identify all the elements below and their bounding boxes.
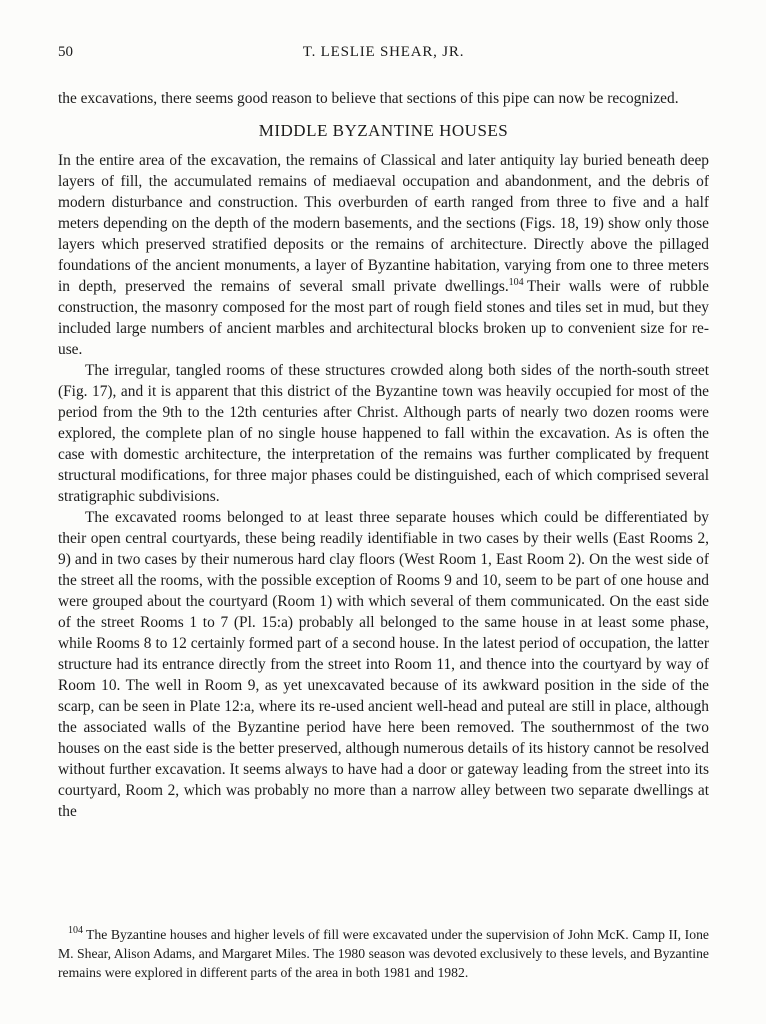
paragraph-intro-continuation: the excavations, there seems good reason to believe that sections of this pipe can now be recognized. bbox=[58, 90, 679, 107]
paragraph-3: The excavated rooms belonged to at least three separate houses which could be differentiated by their open central courtyards, these being readily identifiable in two cases by their wells (East Rooms 2, 9) and in two cases by their numerous hard clay floors (West Room 1, East Room 2). On the west side of the street all the rooms, with the possible exception of Rooms 9 and 10, seem to be part of one house and were grouped about the courtyard (Room 1) with which several of them communicated. On the east side of the street Rooms 1 to 7 (Pl. 15:a) probably all belonged to the same house in at least some phase, while Rooms 8 to 12 certainly formed part of a second house. In the latest period of occupation, the latter structure had its entrance directly from the street into Room 11, and thence into the courtyard by way of Room 10. The well in Room 9, as yet unexcavated because of its awkward position in the side of the scarp, can be seen in Plate 12:a, where its re-used ancient well-head and puteal are still in place, although the associated walls of the Byzantine period have here been removed. The southernmost of the two houses on the east side is the better preserved, although numerous details of its history cannot be resolved without further excavation. It seems always to have had a door or gateway leading from the street into its courtyard, Room 2, which was probably no more than a narrow alley between two separate dwellings at the bbox=[58, 509, 709, 820]
footnote-text: The Byzantine houses and higher levels of fill were excavated under the supervision of John McK. Camp II, Ione M. Shear, Alison Adams, and Margaret Miles. The 1980 season was devoted exclusively to these levels, and Byzantine remains were explored in different parts of the area in both 1981 and 1982. bbox=[58, 927, 709, 980]
footnote-number: 104 bbox=[68, 925, 83, 937]
page-number: 50 bbox=[58, 44, 73, 60]
paragraph-2: The irregular, tangled rooms of these structures crowded along both sides of the north-south street (Fig. 17), and it is apparent that this district of the Byzantine town was heavily occupied for most of the period from the 9th to the 12th centuries after Christ. Although parts of nearly two dozen rooms were explored, the complete plan of no single house happened to fall within the excavation. As is often the case with domestic architecture, the interpretation of the remains was further complicated by frequent structural modifications, for three major phases could be distinguished, each of which comprised several stratigraphic subdivisions. bbox=[58, 362, 709, 505]
paragraph-1 bbox=[58, 150, 709, 360]
footnote-reference-104: 104 bbox=[508, 276, 524, 288]
paragraph-1-text-after-note: Their walls were of rubble construction, the masonry composed for the most part of rough field stones and tiles set in mud, but they included large numbers of ancient marbles and architectural blocks broken up to convenient size for re-use. bbox=[58, 278, 709, 358]
body-text-column bbox=[58, 88, 709, 822]
paragraph-1-text-before-note: In the entire area of the excavation, the remains of Classical and later antiquity lay buried beneath deep layers of fill, the accumulated remains of mediaeval occupation and abandonment, and the debris of modern disturbance and construction. This overburden of earth ranged from three to five and a half meters depending on the depth of the modern basements, and the sections (Figs. 18, 19) show only those layers which preserved stratified deposits or the remains of architecture. Directly above the pillaged foundations of the ancient monuments, a layer of Byzantine habitation, varying from one to three meters in depth, preserved the remains of several small private dwellings. bbox=[58, 152, 709, 295]
running-head-author: T. LESLIE SHEAR, JR. bbox=[302, 44, 465, 60]
footnote-104 bbox=[58, 925, 709, 982]
section-heading: MIDDLE BYZANTINE HOUSES bbox=[258, 121, 509, 140]
running-header bbox=[58, 44, 709, 62]
